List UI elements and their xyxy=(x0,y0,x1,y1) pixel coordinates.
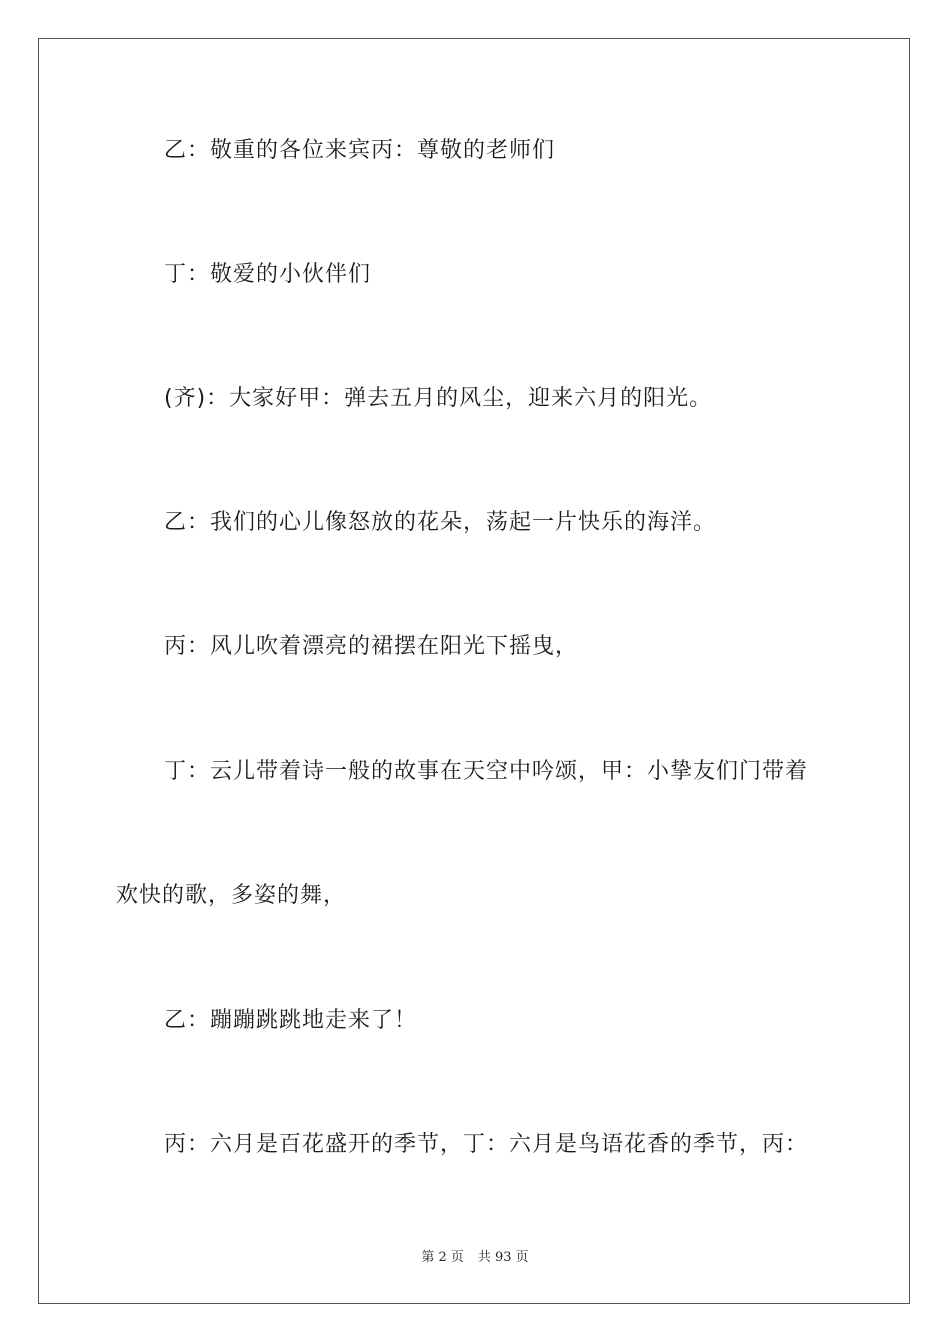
text-line-9: 丙：六月是百花盛开的季节，丁：六月是鸟语花香的季节，丙： xyxy=(164,1132,809,1157)
page-footer xyxy=(0,1246,950,1265)
text-line-8: 乙：蹦蹦跳跳地走来了！ xyxy=(164,1008,418,1033)
text-line-2: 丁：敬爱的小伙伴们 xyxy=(164,262,372,287)
text-line-3: (齐)：大家好甲：弹去五月的风尘，迎来六月的阳光。 xyxy=(164,386,713,411)
text-line-6: 丁：云儿带着诗一般的故事在天空中吟颂，甲：小挚友们门带着 xyxy=(164,759,809,784)
page-total: 共 93 页 xyxy=(477,1250,529,1265)
text-line-1: 乙：敬重的各位来宾丙：尊敬的老师们 xyxy=(164,138,556,163)
text-line-4: 乙：我们的心儿像怒放的花朵，荡起一片快乐的海洋。 xyxy=(164,510,717,535)
text-line-5: 丙：风儿吹着漂亮的裙摆在阳光下摇曳， xyxy=(164,634,579,659)
page-number: 第 2 页 xyxy=(421,1250,464,1265)
page-border xyxy=(38,38,910,1304)
text-line-7: 欢快的歌，多姿的舞， xyxy=(116,883,347,908)
